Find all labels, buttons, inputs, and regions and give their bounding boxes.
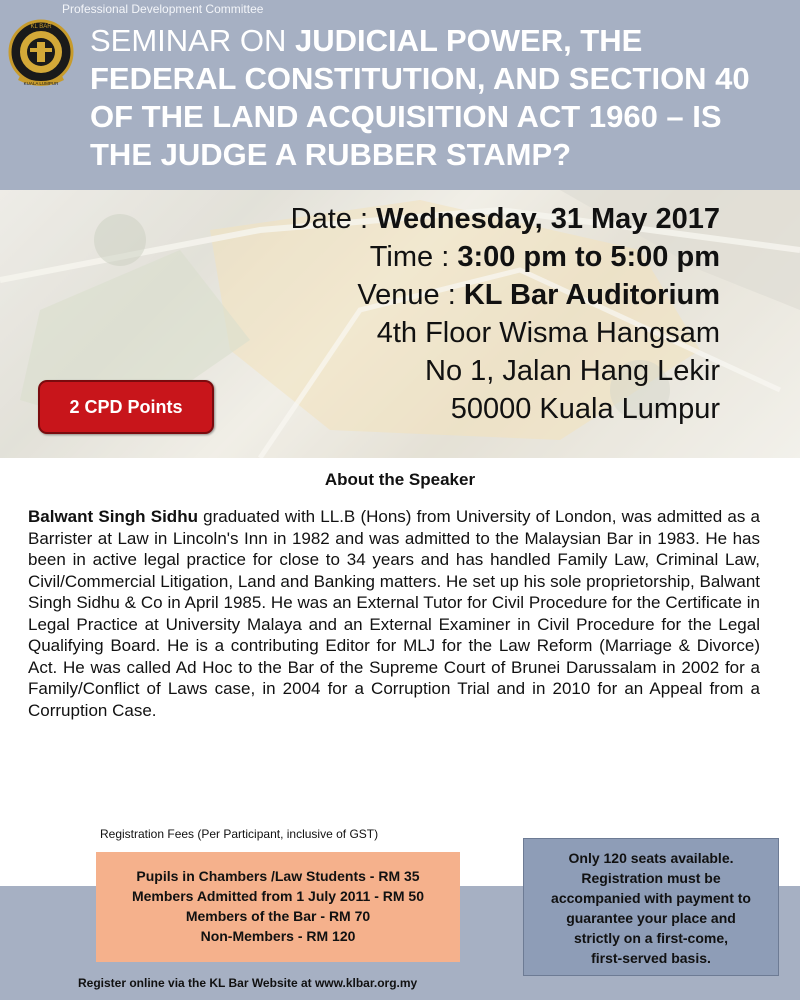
committee-name: Professional Development Committee: [62, 2, 264, 16]
seminar-title: [90, 22, 790, 174]
registration-fees-label: Registration Fees (Per Participant, inclusive of GST): [100, 827, 379, 841]
address-line-2: No 1, Jalan Hang Lekir: [425, 355, 720, 387]
seats-notice-line: first-served basis.: [591, 950, 711, 966]
seats-notice-line: guarantee your place and: [566, 910, 736, 926]
seats-notice-line: strictly on a first-come,: [573, 930, 729, 946]
seats-notice-box: [523, 838, 779, 976]
about-speaker-heading: About the Speaker: [324, 470, 476, 489]
kl-bar-logo: [8, 18, 74, 92]
seats-notice-line: Only 120 seats available.: [568, 850, 734, 866]
fee-item: Members of the Bar - RM 70: [185, 908, 371, 924]
speaker-bio: [28, 506, 760, 721]
seats-notice-line: Registration must be: [581, 870, 721, 886]
venue-label: Venue :: [357, 279, 464, 311]
seats-notice-line: accompanied with payment to: [551, 890, 751, 906]
register-online-text[interactable]: Register online via the KL Bar Website at www.klbar.org.my: [78, 976, 418, 990]
time-value: 3:00 pm to 5:00 pm: [457, 241, 720, 273]
address-line-3: 50000 Kuala Lumpur: [450, 393, 720, 425]
speaker-bio-text: graduated with LL.B (Hons) from University of London, was admitted as a Barrister at Law in Lincoln's Inn in 1982 and was admitted to the Malaysian Bar in 1983. He has been in active legal practice for close to 34 years and has handled Family Law, Criminal Law, Civil/Commercial Litigation, Land and Banking matters. He set up his sole proprietorship, Balwant Singh Sidhu & Co in April 1985. He was an External Tutor for Civil Procedure for the Certificate in Legal Practice at University Malaya and an External Examiner in Civil Procedure for the Legal Qualifying Board. He is a contributing Editor for MLJ for the Law Reform (Marriage & Divorce) Act. He was called Ad Hoc to the Bar of the Supreme Court of Brunei Darussalam in 2002 for a Family/Conflict of Laws case, in 2004 for a Corruption Trial and in 2010 for an Appeal from a Corruption Case.: [28, 507, 760, 720]
time-label: Time :: [369, 241, 458, 273]
date-line: [291, 200, 720, 238]
venue-value: KL Bar Auditorium: [463, 279, 720, 311]
address-line-1: 4th Floor Wisma Hangsam: [376, 317, 720, 349]
seminar-prefix: SEMINAR ON: [90, 23, 295, 58]
fee-item: Members Admitted from 1 July 2011 - RM 50: [131, 888, 425, 904]
time-line: [291, 238, 720, 276]
venue-line: [291, 276, 720, 314]
logo-top-text: KL BAR: [30, 24, 52, 30]
logo-bottom-text: KUALA LUMPUR: [23, 81, 59, 86]
fee-item: Non-Members - RM 120: [200, 928, 356, 944]
event-details: [291, 200, 720, 428]
fees-box: [96, 852, 460, 962]
seminar-main-title: JUDICIAL POWER, THE FEDERAL CONSTITUTION, AND SECTION 40 OF THE LAND ACQUISITION ACT 1960 – IS THE JUDGE A RUBBER STAMP?: [90, 23, 750, 172]
cpd-points-badge: 2 CPD Points: [38, 380, 214, 434]
date-label: Date :: [290, 203, 377, 235]
fee-item: Pupils in Chambers /Law Students - RM 35: [136, 868, 420, 884]
date-value: Wednesday, 31 May 2017: [376, 203, 720, 235]
speaker-name: Balwant Singh Sidhu: [28, 507, 198, 526]
